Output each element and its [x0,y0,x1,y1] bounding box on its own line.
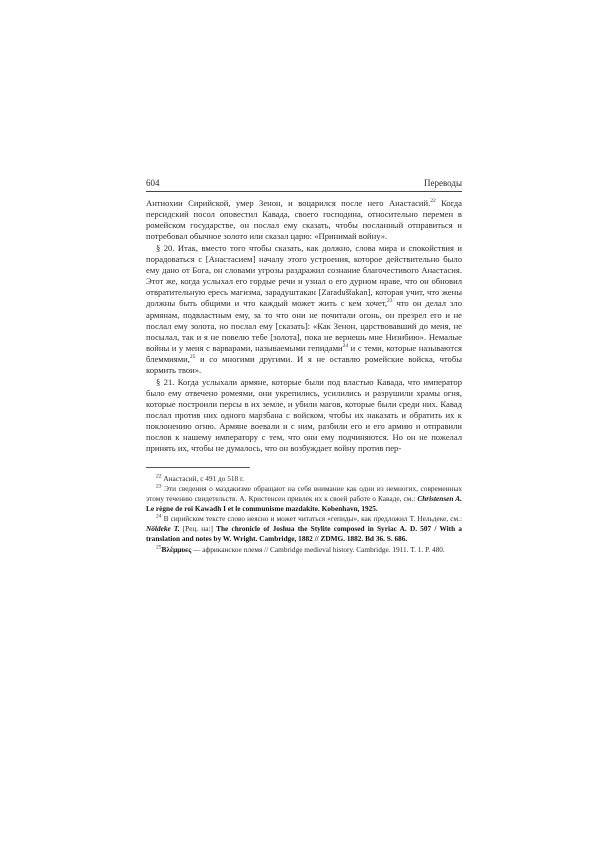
running-header [146,178,462,192]
footnote-ref-24[interactable]: 24 [342,343,349,350]
footnote-ref-22[interactable]: 22 [430,198,436,205]
footnote-number: 25 [156,544,162,551]
paragraph-section-21 [146,377,462,455]
footnote-25 [146,545,462,555]
text-run: Когда персидский посол оповестил Кавада, своего господина, относительно перемен в ромейском государстве, он послал ему сказать, чтобы посланный отправиться и потребовал обычное золото или сказал царю: «Принимай войну». [146,198,462,242]
text-run: § 20. Итак, вместо того чтобы сказать, как должно, слова мира и спокойствия и порадоваться с [Анастасием] началу этого устроения, которое действительно было ему дано от Бога, он словами угрозы раздражил сознание благочестивого Анастасия. Этот же, когда услыхал его гордые речи и узнал о его дурном нраве, что он обновил отвратительную ересь магизма, зарадуштакан [Zaradušt̄akan], которая учит, что жены должны быть общими и что каждый может жить с кем хочет, [146,242,462,309]
citation-author: Nöldeke T. [146,524,180,534]
book-page [146,178,462,554]
text-run: Антиохии Сирийской, умер Зенон, и воцарился после него Анастасий. [146,198,431,208]
page-number: 604 [146,178,160,188]
footnotes [146,474,462,555]
text-run: § 21. Когда услыхали армяне, которые были под властью Кавада, что император было ему отвечено ромеями, они укрепились, усилились и разрушили храмы огня, которые построили персы в их земле, и убили магов, которые были среди них. Кавад послал против них одного марзбана с войском, чтобы их наказать и обратить их к поклонению огню. Армяне воевали и с ним, разбили его и его армию и отправили послов к нашему императору с тем, что они ему подчиняются. Но он не пожелал принять их, чтобы не думалось, что он возбуждает войну против пер- [146,376,462,454]
footnote-text: Эти сведения о маздакизме обращают на себя внимание как одни из немногих, современных этому течению свидетельств. А. Кристенсен привлек их к своей работе о Каваде, см.: [146,484,462,503]
footnote-number: 22 [156,473,162,480]
footnote-text: [Рец. на:] [179,524,217,534]
footnote-number: 24 [156,513,162,520]
paragraph-section-20 [146,243,462,377]
text-run: что он делал зло армянам, подвластным ему, за то что они не почитали огонь, он презрел его и не послал ему золота, но послал ему [сказать]: «Как Зенон, царствовавший до меня, не посылал, так и я не повелю тебе [золота], пока не вернешь мне Низибию». Немалые войны и у меня с варварами, называемыми гепидами [146,298,462,354]
footnote-22 [146,474,462,484]
footnote-24 [146,514,462,543]
greek-term: Βλέμμυες [161,544,192,554]
footnote-number: 23 [156,483,162,490]
citation-author: Christensen A. [417,494,462,503]
paragraph-1 [146,198,462,243]
text-run: и с теми, которые называются блеммиями, [146,343,462,365]
footnote-text: Анастасий, с 491 до 518 г. [161,473,244,483]
citation-title: Le règne de roi Kawadh I et le communisme mazdakite. Kobenhavn, 1925. [146,503,378,513]
text-run: и со многими другими. И я не оставлю ромейские войска, чтобы кормить твои». [146,354,462,376]
footnote-text: В сирийском тексте слово неясно и может читаться «гепиды», как предложил Т. Нельдеке, см.: [161,514,462,524]
footnote-ref-23[interactable]: 23 [387,298,393,305]
section-title: Переводы [423,178,462,188]
footnote-23 [146,484,462,513]
body-text [146,198,462,455]
footnote-ref-25[interactable]: 25 [189,354,196,361]
footnote-text: — африканское племя // Cambridge medieval history. Cambridge. 1911. T. 1. P. 480. [191,544,445,554]
footnote-divider [146,467,250,468]
citation-author-wrap [146,524,180,533]
citation-title: The chronicle of Joshua the Stylite composed in Syriac A. D. 507 / With a translation and notes by W. Wright. Cambridge, 1882 // ZDMG. 1882. Bd 36. S. 686. [146,524,463,543]
